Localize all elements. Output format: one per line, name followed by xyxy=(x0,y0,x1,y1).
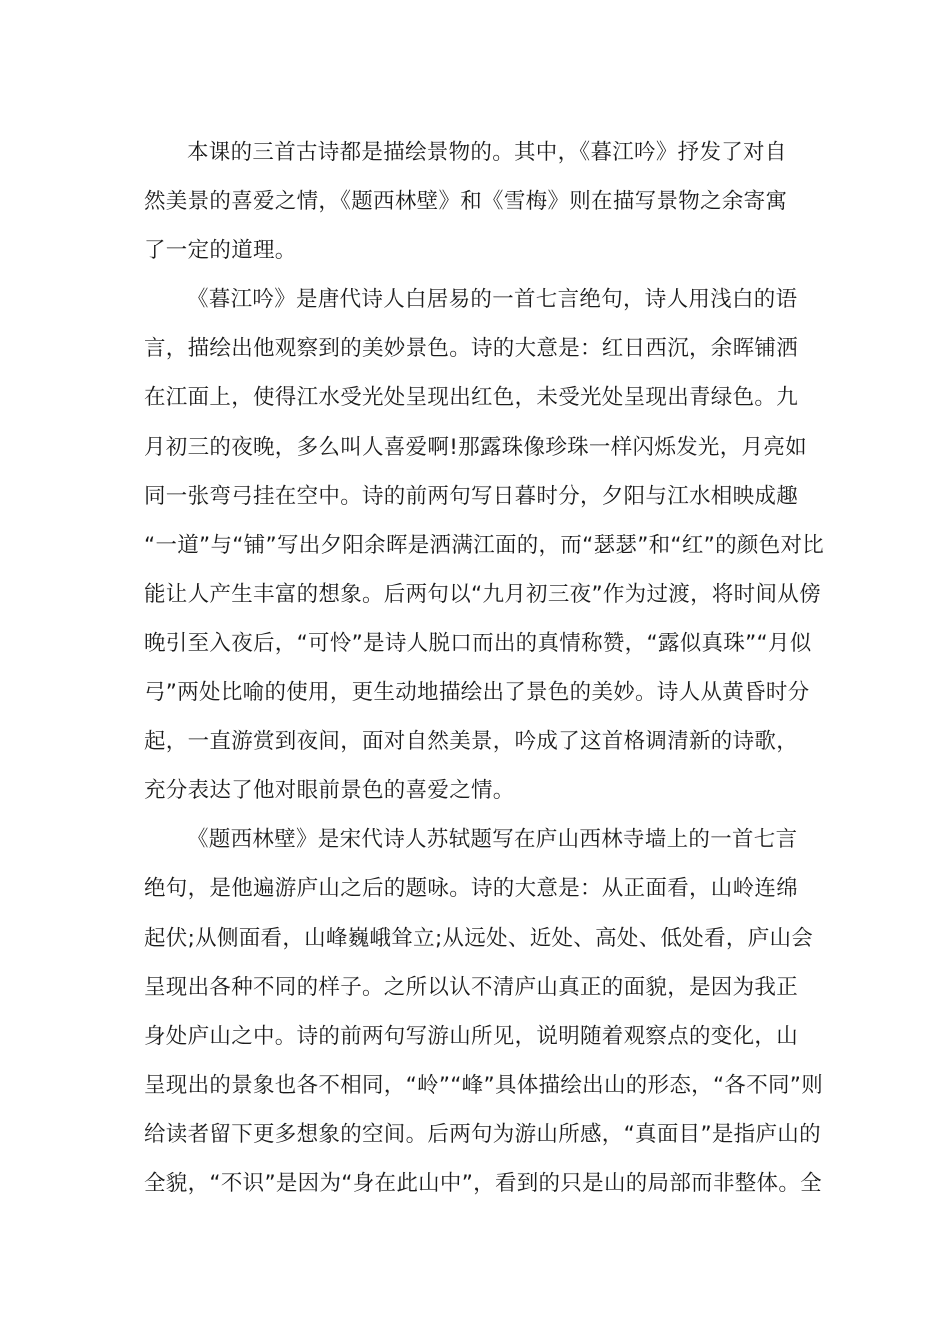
paragraph-3-line-1: 《题西林壁》是宋代诗人苏轼题写在庐山西林寺墙上的一首七言 xyxy=(187,827,798,853)
paragraph-2-line-1: 《暮江吟》是唐代诗人白居易的一首七言绝句，诗人用浅白的语 xyxy=(187,287,798,313)
paragraph-2-line-11: 充分表达了他对眼前景色的喜爱之情。 xyxy=(144,778,515,804)
paragraph-2-line-5: 同一张弯弓挂在空中。诗的前两句写日暮时分，夕阳与江水相映成趣 xyxy=(144,483,799,509)
document-body xyxy=(144,128,825,1208)
paragraph-1-line-3: 了一定的道理。 xyxy=(144,238,297,264)
paragraph-3-line-3: 起伏;从侧面看，山峰巍峨耸立;从远处、近处、高处、低处看，庐山会 xyxy=(144,925,814,951)
paragraph-1-line-1: 本课的三首古诗都是描绘景物的。其中，《暮江吟》抒发了对自 xyxy=(187,140,787,165)
paragraph-3-line-2: 绝句，是他遍游庐山之后的题咏。诗的大意是：从正面看，山岭连绵 xyxy=(144,876,799,902)
paragraph-2-line-3: 在江面上，使得江水受光处呈现出红色，未受光处呈现出青绿色。九 xyxy=(144,385,799,411)
paragraph-2-line-2: 言，描绘出他观察到的美妙景色。诗的大意是：红日西沉，余晖铺洒 xyxy=(144,336,799,362)
paragraph-2-line-8: 晚引至入夜后，“可怜”是诗人脱口而出的真情称赞，“露似真珠”“月似 xyxy=(144,630,812,656)
paragraph-3-line-6: 呈现出的景象也各不相同，“岭”“峰”具体描绘出山的形态，“各不同”则 xyxy=(144,1072,824,1098)
paragraph-2-line-6: “一道”与“铺”写出夕阳余晖是洒满江面的，而“瑟瑟”和“红”的颜色对比 xyxy=(144,532,825,558)
paragraph-2-line-10: 起，一直游赏到夜间，面对自然美景，吟成了这首格调清新的诗歌， xyxy=(144,729,799,755)
paragraph-3-line-5: 身处庐山之中。诗的前两句写游山所见，说明随着观察点的变化，山 xyxy=(144,1023,799,1049)
paragraph-2-line-4: 月初三的夜晚，多么叫人喜爱啊!那露珠像珍珠一样闪烁发光，月亮如 xyxy=(144,434,807,460)
paragraph-3-line-4: 呈现出各种不同的样子。之所以认不清庐山真正的面貌，是因为我正 xyxy=(144,974,799,1000)
paragraph-2-line-7: 能让人产生丰富的想象。后两句以“九月初三夜”作为过渡，将时间从傍 xyxy=(144,581,821,607)
paragraph-3-line-7: 给读者留下更多想象的空间。后两句为游山所感，“真面目”是指庐山的 xyxy=(144,1121,821,1147)
paragraph-1-line-2: 然美景的喜爱之情，《题西林壁》和《雪梅》则在描写景物之余寄寓 xyxy=(144,189,788,215)
paragraph-3-line-8: 全貌，“不识”是因为“身在此山中”，看到的只是山的局部而非整体。全 xyxy=(144,1170,822,1196)
paragraph-2-line-9: 弓”两处比喻的使用，更生动地描绘出了景色的美妙。诗人从黄昏时分 xyxy=(144,680,810,706)
